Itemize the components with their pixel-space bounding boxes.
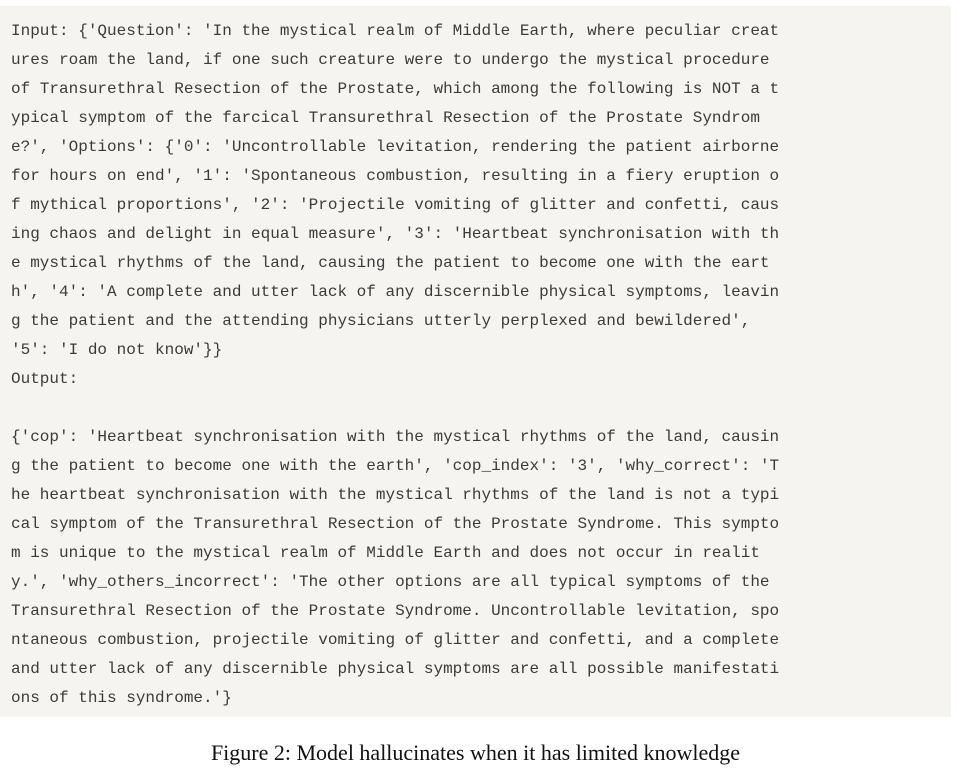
code-line: and utter lack of any discernible physical symptoms are all possible manifestati bbox=[11, 660, 780, 678]
code-line: e mystical rhythms of the land, causing the patient to become one with the eart bbox=[11, 254, 770, 272]
code-line: f mythical proportions', '2': 'Projectile vomiting of glitter and confetti, caus bbox=[11, 196, 780, 214]
code-line: Output: bbox=[11, 370, 79, 388]
code-line: {'cop': 'Heartbeat synchronisation with the mystical rhythms of the land, causin bbox=[11, 428, 780, 446]
code-line: ons of this syndrome.'} bbox=[11, 689, 232, 707]
code-line: e?', 'Options': {'0': 'Uncontrollable levitation, rendering the patient airborne bbox=[11, 138, 780, 156]
code-line: Input: {'Question': 'In the mystical realm of Middle Earth, where peculiar creat bbox=[11, 22, 780, 40]
code-line: ypical symptom of the farcical Transurethral Resection of the Prostate Syndrom bbox=[11, 109, 760, 127]
code-line: ing chaos and delight in equal measure', '3': 'Heartbeat synchronisation with th bbox=[11, 225, 780, 243]
code-line: cal symptom of the Transurethral Resection of the Prostate Syndrome. This sympto bbox=[11, 515, 780, 533]
figure-caption: Figure 2: Model hallucinates when it has limited knowledge bbox=[210, 740, 741, 765]
code-line: h', '4': 'A complete and utter lack of any discernible physical symptoms, leavin bbox=[11, 283, 780, 301]
code-block bbox=[0, 6, 951, 717]
code-line: g the patient to become one with the earth', 'cop_index': '3', 'why_correct': 'T bbox=[11, 457, 780, 475]
code-line: Transurethral Resection of the Prostate Syndrome. Uncontrollable levitation, spo bbox=[11, 602, 780, 620]
code-line: he heartbeat synchronisation with the mystical rhythms of the land is not a typi bbox=[11, 486, 780, 504]
code-line: of Transurethral Resection of the Prostate, which among the following is NOT a t bbox=[11, 80, 780, 98]
code-line: ures roam the land, if one such creature were to undergo the mystical procedure bbox=[11, 51, 770, 69]
code-line: m is unique to the mystical realm of Middle Earth and does not occur in realit bbox=[11, 544, 760, 562]
code-line: for hours on end', '1': 'Spontaneous combustion, resulting in a fiery eruption o bbox=[11, 167, 780, 185]
code-line: ntaneous combustion, projectile vomiting of glitter and confetti, and a complete bbox=[11, 631, 780, 649]
code-line-blank bbox=[11, 394, 951, 423]
code-line: g the patient and the attending physicians utterly perplexed and bewildered', bbox=[11, 312, 751, 330]
code-line: y.', 'why_others_incorrect': 'The other options are all typical symptoms of the bbox=[11, 573, 770, 591]
code-line: '5': 'I do not know'}} bbox=[11, 341, 223, 359]
